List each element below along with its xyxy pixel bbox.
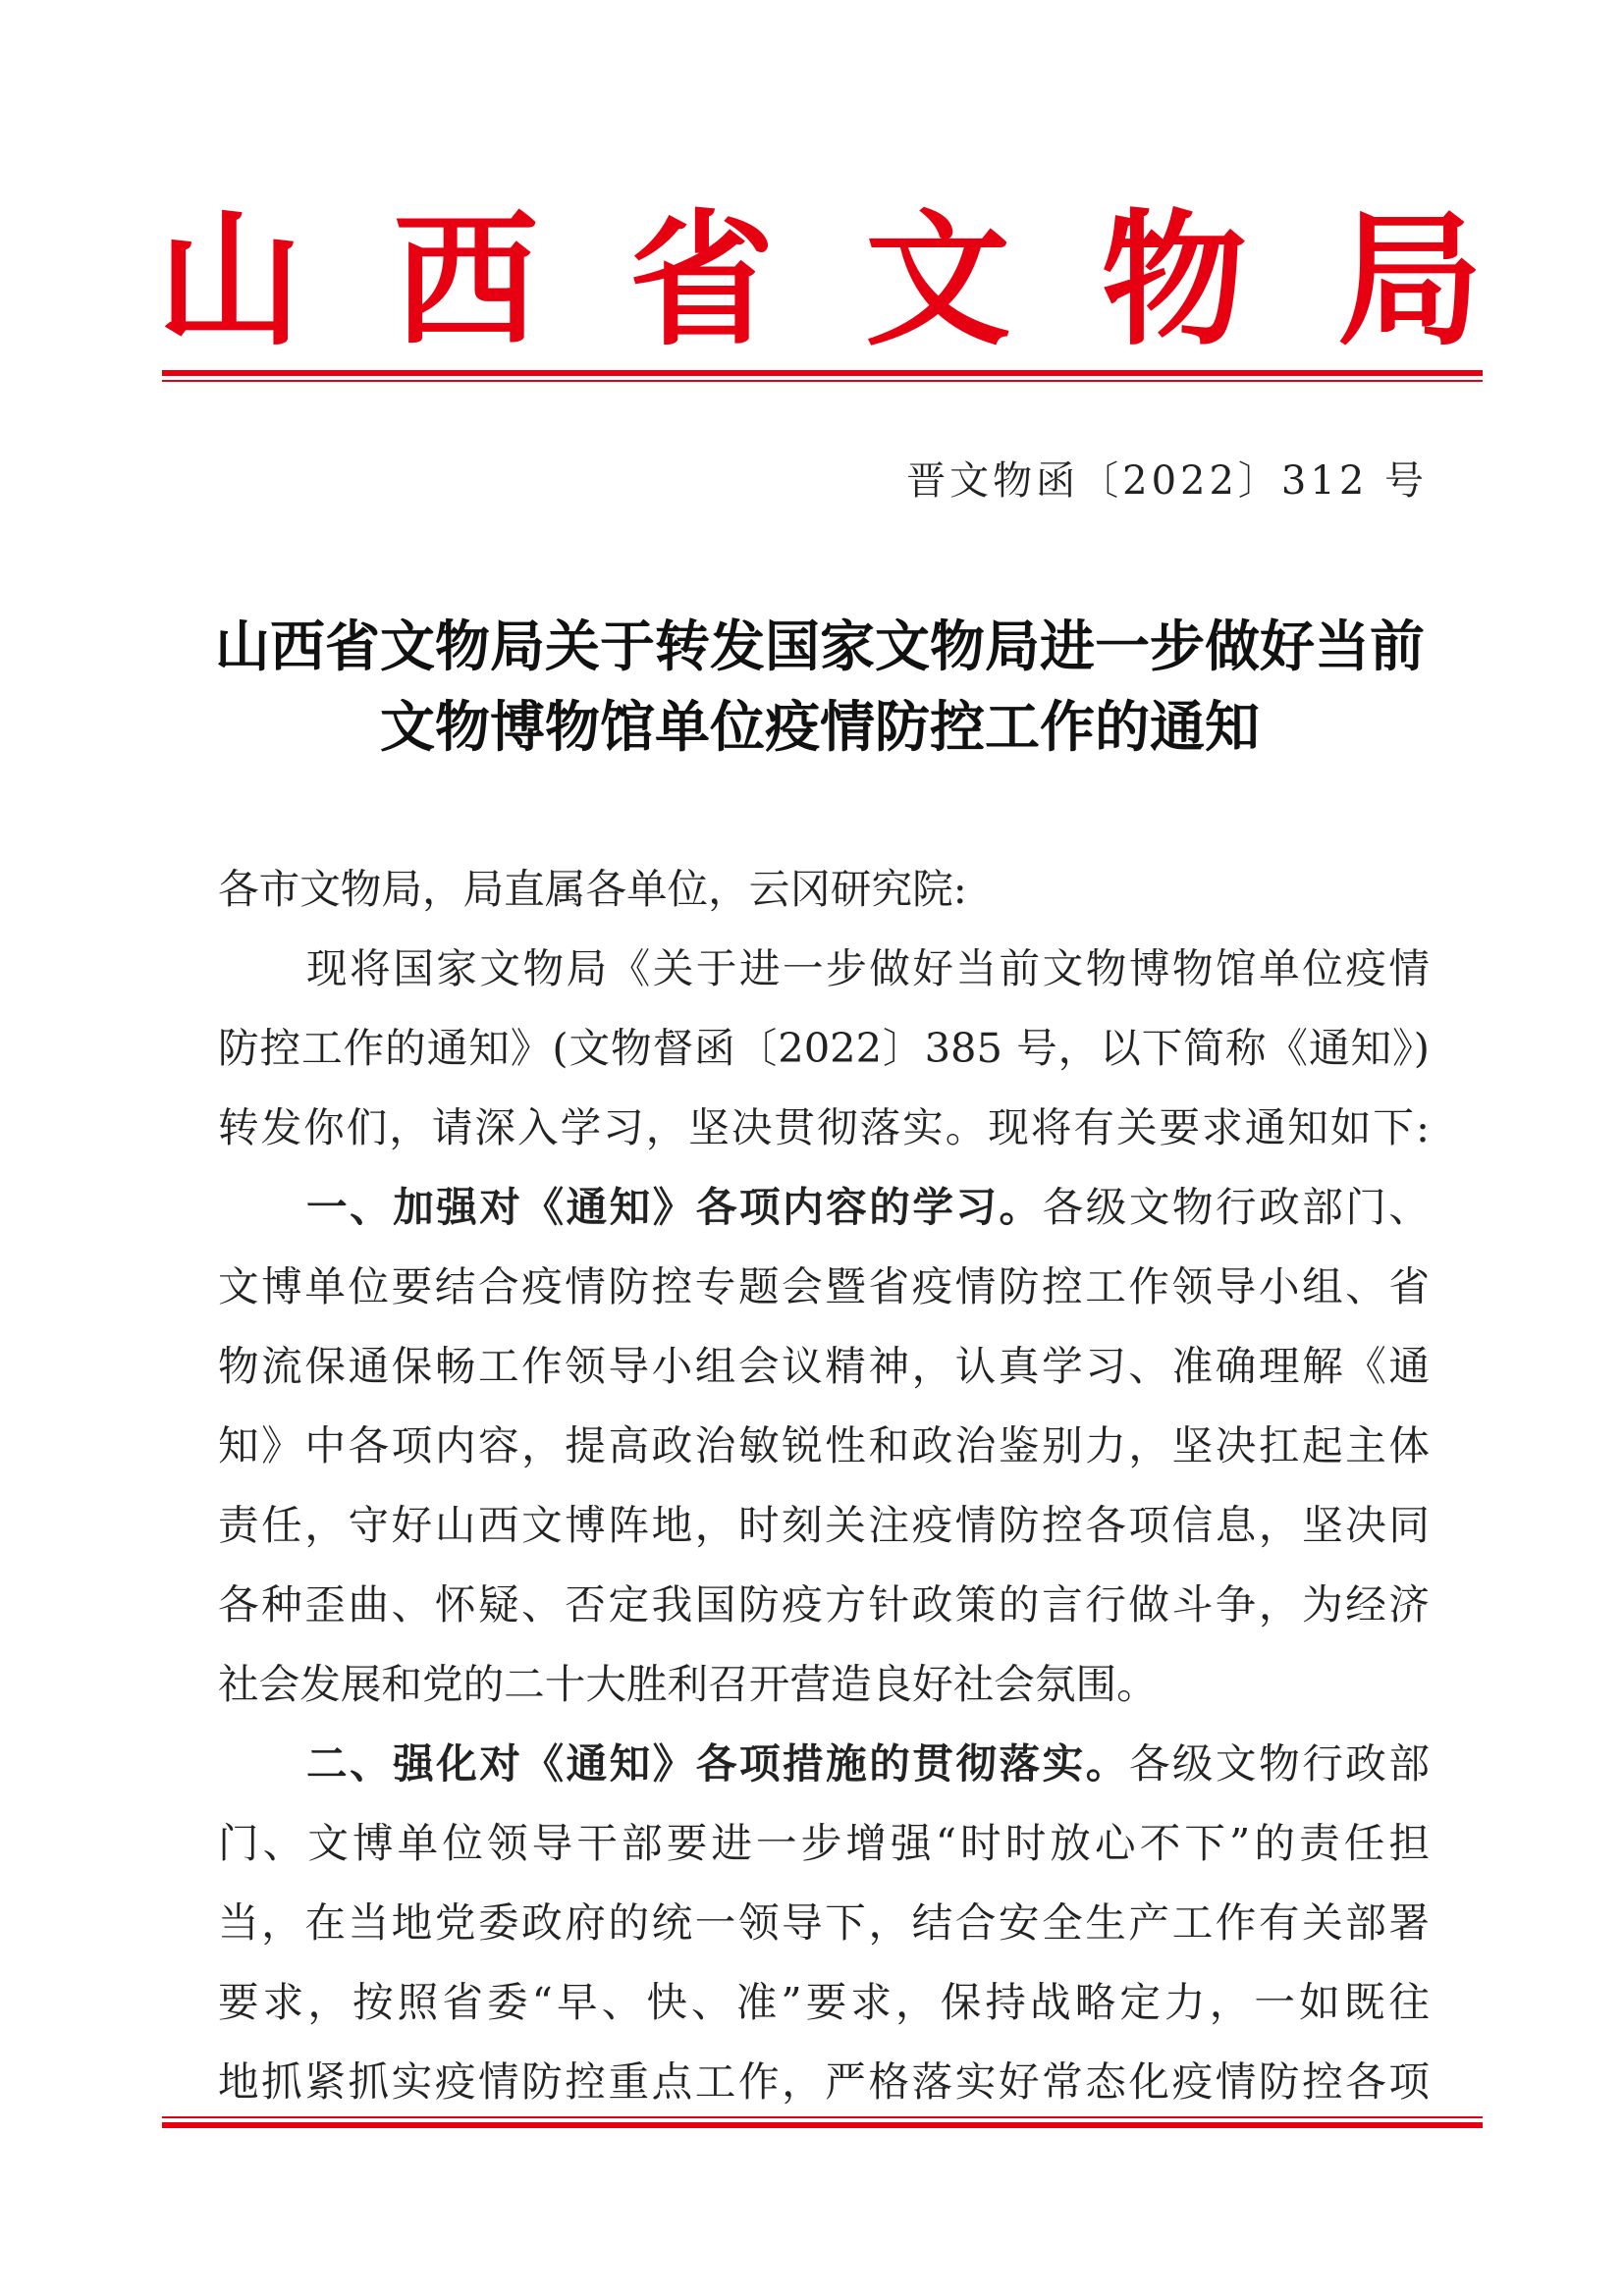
paragraph-line: 当，在当地党委政府的统一领导下，结合安全生产工作有关部署 <box>218 1898 1430 1947</box>
salutation: 各市文物局，局直属各单位，云冈研究院: <box>218 865 967 913</box>
section-2-heading: 二、强化对《通知》各项措施的贯彻落实。 <box>306 1739 1129 1788</box>
section-2-text: 各级文物行政部 <box>1128 1739 1430 1788</box>
paragraph-line: 门、文博单位领导干部要进一步增强“时时放心不下”的责任担 <box>218 1819 1430 1867</box>
paragraph-line: 转发你们，请深入学习，坚决贯彻落实。现将有关要求通知如下: <box>218 1103 1430 1151</box>
masthead-char: 西 <box>393 194 539 365</box>
paragraph-line: 要求，按照省委“早、快、准”要求，保持战略定力，一如既往 <box>218 1978 1430 2026</box>
paragraph-line: 防控工作的通知》(文物督函〔2022〕385 号，以下简称《通知》) <box>218 1024 1430 1072</box>
paragraph-line: 地抓紧抓实疫情防控重点工作，严格落实好常态化疫情防控各项 <box>218 2057 1430 2106</box>
section-1-first-line <box>218 1167 1430 1247</box>
paragraph-line: 各种歪曲、怀疑、否定我国防疫方针政策的言行做斗争，为经济 <box>218 1580 1430 1629</box>
paragraph-line: 文博单位要结合疫情防控专题会暨省疫情防控工作领导小组、省 <box>218 1262 1430 1310</box>
document-body <box>218 849 1430 2121</box>
paragraph-line: 物流保通保畅工作领导小组会议精神，认真学习、准确理解《通 <box>218 1342 1430 1390</box>
masthead-char: 山 <box>157 194 302 365</box>
paragraph-line: 现将国家文物局《关于进一步做好当前文物博物馆单位疫情 <box>306 944 1430 992</box>
document-number: 晋文物函〔2022〕312 号 <box>906 458 1428 504</box>
red-divider-top-thin <box>162 380 1483 382</box>
red-divider-top-thick <box>162 370 1483 376</box>
masthead-char: 局 <box>1336 194 1483 365</box>
masthead-char: 文 <box>865 194 1011 365</box>
section-2-first-line <box>218 1724 1430 1803</box>
masthead <box>157 196 1483 363</box>
paragraph-line: 知》中各项内容，提高政治敏锐性和政治鉴别力，坚决扛起主体 <box>218 1421 1430 1469</box>
red-divider-bottom-thin <box>162 2116 1483 2118</box>
section-1-heading: 一、加强对《通知》各项内容的学习。 <box>306 1183 1043 1231</box>
paragraph-line: 社会发展和党的二十大胜利召开营造良好社会氛围。 <box>218 1660 1158 1708</box>
title-line-1: 山西省文物局关于转发国家文物局进一步做好当前 <box>215 614 1425 679</box>
masthead-char: 省 <box>628 194 775 365</box>
masthead-char: 物 <box>1101 194 1247 365</box>
document-title <box>157 607 1483 768</box>
red-divider-bottom-thick <box>162 2122 1483 2128</box>
title-line-2: 文物博物馆单位疫情防控工作的通知 <box>380 695 1260 760</box>
section-1-text: 各级文物行政部门、 <box>1042 1183 1430 1231</box>
paragraph-line: 责任，守好山西文博阵地，时刻关注疫情防控各项信息，坚决同 <box>218 1501 1430 1549</box>
